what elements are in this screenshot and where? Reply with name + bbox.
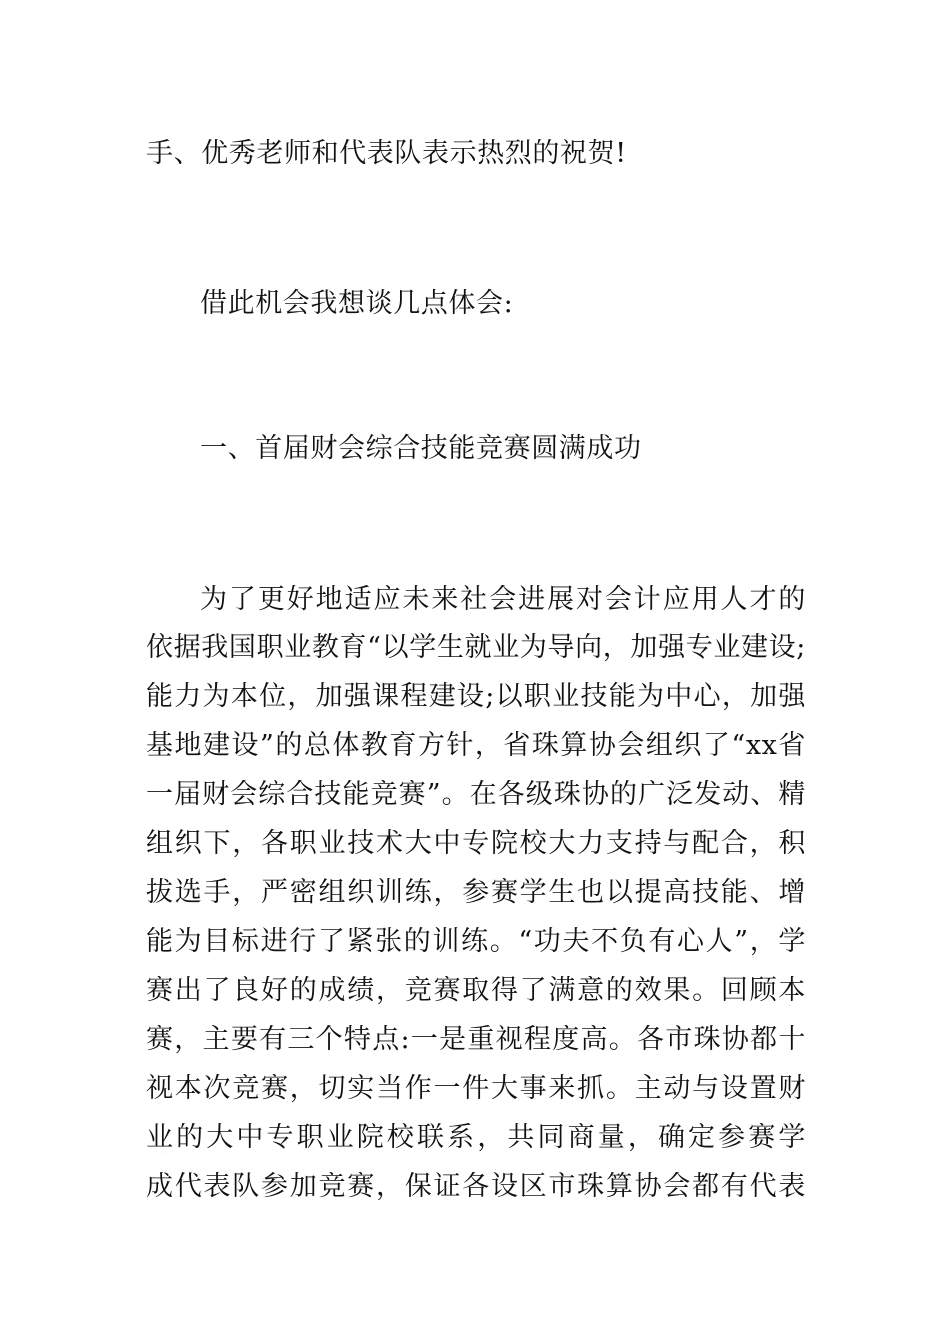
paragraph-line: 成代表队参加竞赛，保证各设区市珠算协会都有代表: [146, 1172, 806, 1202]
paragraph-line: 基地建设”的总体教育方针，省珠算协会组织了“xx省: [146, 731, 806, 761]
paragraph-line: 能为目标进行了紧张的训练。“功夫不负有心人”，学: [146, 927, 806, 957]
paragraph-line: 赛，主要有三个特点:一是重视程度高。各市珠协都十: [146, 1025, 806, 1055]
closing-line: 手、优秀老师和代表队表示热烈的祝贺!: [146, 138, 627, 169]
paragraph-line: 业的大中专职业院校联系，共同商量，确定参赛学: [146, 1123, 806, 1153]
paragraph-line: 视本次竞赛，切实当作一件大事来抓。主动与设置财: [146, 1074, 806, 1104]
paragraph-line: 为了更好地适应未来社会进展对会计应用人才的: [200, 585, 806, 615]
paragraph-line: 依据我国职业教育“以学生就业为导向，加强专业建设;: [146, 633, 806, 663]
paragraph-line: 能力为本位，加强课程建设;以职业技能为中心，加强: [146, 682, 806, 712]
paragraph-line: 组织下，各职业技术大中专院校大力支持与配合，积: [146, 829, 806, 859]
paragraph-line: 一届财会综合技能竞赛”。在各级珠协的广泛发动、精: [146, 780, 806, 810]
paragraph-line: 赛出了良好的成绩，竞赛取得了满意的效果。回顾本: [146, 976, 806, 1006]
section-heading: 一、首届财会综合技能竞赛圆满成功: [200, 433, 642, 464]
intro-line: 借此机会我想谈几点体会:: [200, 288, 514, 319]
paragraph-line: 拔选手，严密组织训练，参赛学生也以提高技能、增: [146, 878, 806, 908]
